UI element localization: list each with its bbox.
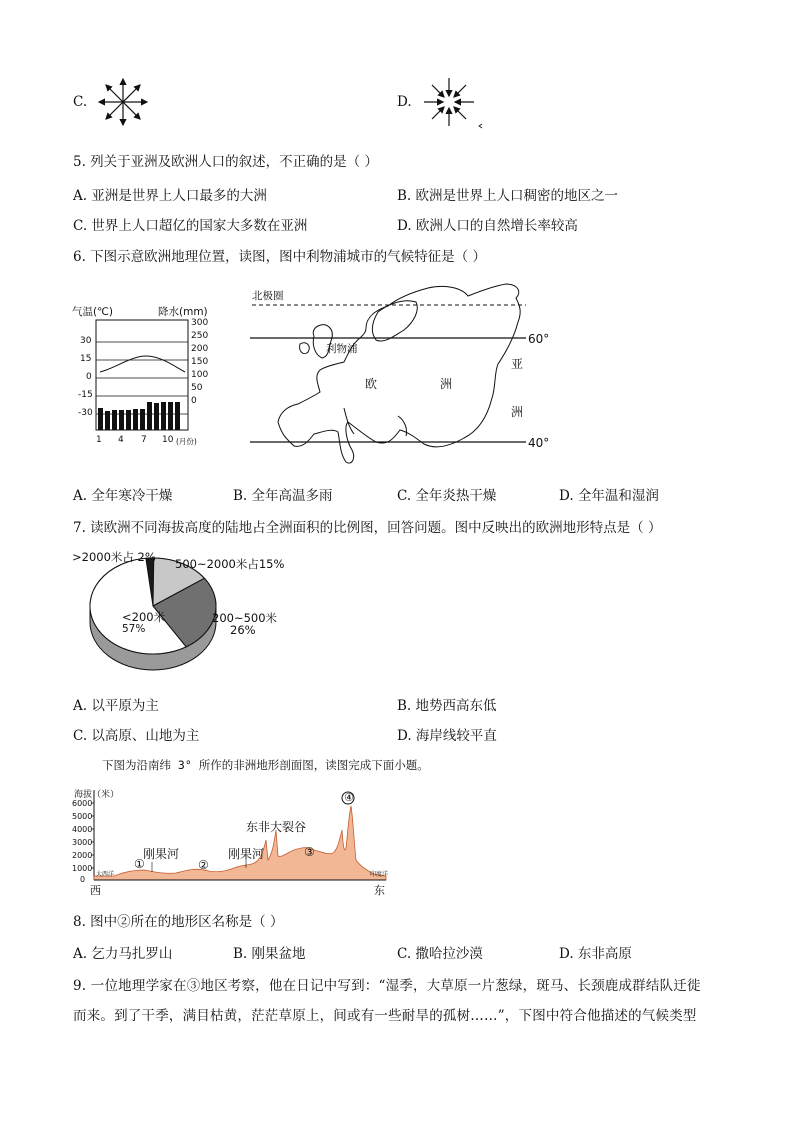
q8-option-b[interactable]: B. 刚果盆地 xyxy=(233,946,306,962)
option-d-converging-arrows-diagram xyxy=(422,76,484,130)
q9-stem-line-2: 而来。到了干季，满目枯黄，茫茫草原上，间或有一些耐旱的孤树……”，下图中符合他描述的气候类型 xyxy=(73,1008,697,1024)
option-c-diverging-arrows-diagram xyxy=(96,76,150,128)
q7-option-a[interactable]: A. 以平原为主 xyxy=(73,698,159,714)
liverpool-label: 利物浦 xyxy=(326,343,358,355)
elev-tick: 3000 xyxy=(72,838,93,847)
precip-tick: 0 xyxy=(191,396,197,406)
pie-label-over-2000: >2000米占 2% xyxy=(72,550,156,564)
temp-tick: 0 xyxy=(86,372,92,382)
atlantic-label: 大西洋 xyxy=(96,871,115,878)
q6-option-b[interactable]: B. 全年高温多雨 xyxy=(233,488,333,504)
profile-intro: 下图为沿南纬 3° 所作的非洲地形剖面图，读图完成下面小题。 xyxy=(102,758,429,772)
q6-option-d[interactable]: D. 全年温和湿润 xyxy=(559,488,659,504)
precip-tick: 200 xyxy=(191,344,209,354)
marker-2: ② xyxy=(198,858,209,872)
q7-option-d[interactable]: D. 海岸线较平直 xyxy=(397,728,497,744)
q5-option-b[interactable]: B. 欧洲是世界上人口稠密的地区之一 xyxy=(397,188,619,204)
congo-river-label-1: 刚果河 xyxy=(143,847,180,861)
temp-tick: 30 xyxy=(80,336,92,346)
pie-label-200-500-pct: 26% xyxy=(230,623,256,637)
asia-char-2: 洲 xyxy=(511,405,524,419)
q6-option-c[interactable]: C. 全年炎热干燥 xyxy=(397,488,497,504)
temp-tick: -15 xyxy=(78,390,93,400)
option-d-label: D. xyxy=(397,94,412,110)
east-african-rift-label: 东非大裂谷 xyxy=(246,820,307,834)
q7-option-b[interactable]: B. 地势西高东低 xyxy=(397,698,497,714)
pie-label-under-200-pct: 57% xyxy=(122,623,146,635)
elev-tick: 5000 xyxy=(72,812,93,821)
month-unit: (月份) xyxy=(176,437,197,446)
west-label: 西 xyxy=(90,884,101,897)
month-tick: 10 xyxy=(162,435,174,445)
q5-option-d[interactable]: D. 欧洲人口的自然增长率较高 xyxy=(397,218,578,234)
europe-char-1: 欧 xyxy=(365,377,378,391)
q7-option-c[interactable]: C. 以高原、山地为主 xyxy=(73,728,200,744)
asia-char-1: 亚 xyxy=(511,357,524,371)
q6-option-a[interactable]: A. 全年寒冷干燥 xyxy=(73,488,173,504)
month-tick: 1 xyxy=(96,435,102,445)
q5-option-a[interactable]: A. 亚洲是世界上人口最多的大洲 xyxy=(73,188,267,204)
pie-label-under-200: <200米 xyxy=(122,610,166,624)
liverpool-climate-chart xyxy=(96,320,190,432)
q5-option-c[interactable]: C. 世界上人口超亿的国家大多数在亚洲 xyxy=(73,218,308,234)
profile-y-title: 海拔（米） xyxy=(74,790,120,800)
marker-3: ③ xyxy=(304,845,315,859)
congo-river-label-2: 刚果河 xyxy=(228,847,265,861)
europe-char-2: 洲 xyxy=(440,377,453,391)
q5-stem: 5. 列关于亚洲及欧洲人口的叙述，不正确的是（ ） xyxy=(73,154,378,170)
temp-tick: 15 xyxy=(80,354,92,364)
precip-axis-title: 降水(mm) xyxy=(158,306,208,318)
east-label: 东 xyxy=(374,884,385,897)
pie-label-200-500: 200~500米 xyxy=(212,611,278,625)
precip-tick: 100 xyxy=(191,370,209,380)
month-tick: 4 xyxy=(118,435,124,445)
marker-1: ① xyxy=(134,857,145,871)
temp-tick: -30 xyxy=(78,408,93,418)
arctic-circle-label: 北极圈 xyxy=(252,290,284,302)
q9-stem-line-1: 9. 一位地理学家在③地区考察，他在日记中写到：“湿季，大草原一片葱绿，斑马、长颈鹿成群结队迁徙 xyxy=(73,978,701,994)
q8-option-d[interactable]: D. 东非高原 xyxy=(559,946,632,962)
elev-tick: 1000 xyxy=(72,864,93,873)
elev-tick: 0 xyxy=(80,875,86,884)
q6-stem: 6. 下图示意欧洲地理位置，读图，图中利物浦城市的气候特征是（ ） xyxy=(73,249,486,265)
precip-tick: 300 xyxy=(191,318,209,328)
lat-60-label: 60° xyxy=(528,332,550,346)
europe-location-map xyxy=(248,282,558,472)
temp-axis-title: 气温(℃) xyxy=(72,306,113,318)
precip-tick: 50 xyxy=(191,383,203,393)
q8-option-a[interactable]: A. 乞力马扎罗山 xyxy=(73,946,173,962)
q8-stem: 8. 图中②所在的地形区名称是（ ） xyxy=(73,914,284,930)
elev-tick: 4000 xyxy=(72,825,93,834)
elev-tick: 2000 xyxy=(72,851,93,860)
marker-4: ④ xyxy=(344,791,354,804)
pie-label-500-2000: 500~2000米占15% xyxy=(175,557,285,571)
lat-40-label: 40° xyxy=(528,436,550,450)
precip-tick: 250 xyxy=(191,331,209,341)
q7-stem: 7. 读欧洲不同海拔高度的陆地占全洲面积的比例图，回答问题。图中反映出的欧洲地形特点是（ ） xyxy=(73,520,662,536)
elev-tick: 6000 xyxy=(72,799,93,808)
q8-option-c[interactable]: C. 撒哈拉沙漠 xyxy=(397,946,483,962)
precip-tick: 150 xyxy=(191,357,209,367)
month-tick: 7 xyxy=(141,435,147,445)
indian-ocean-label: 印度洋 xyxy=(370,871,389,878)
option-c-label: C. xyxy=(73,94,88,110)
